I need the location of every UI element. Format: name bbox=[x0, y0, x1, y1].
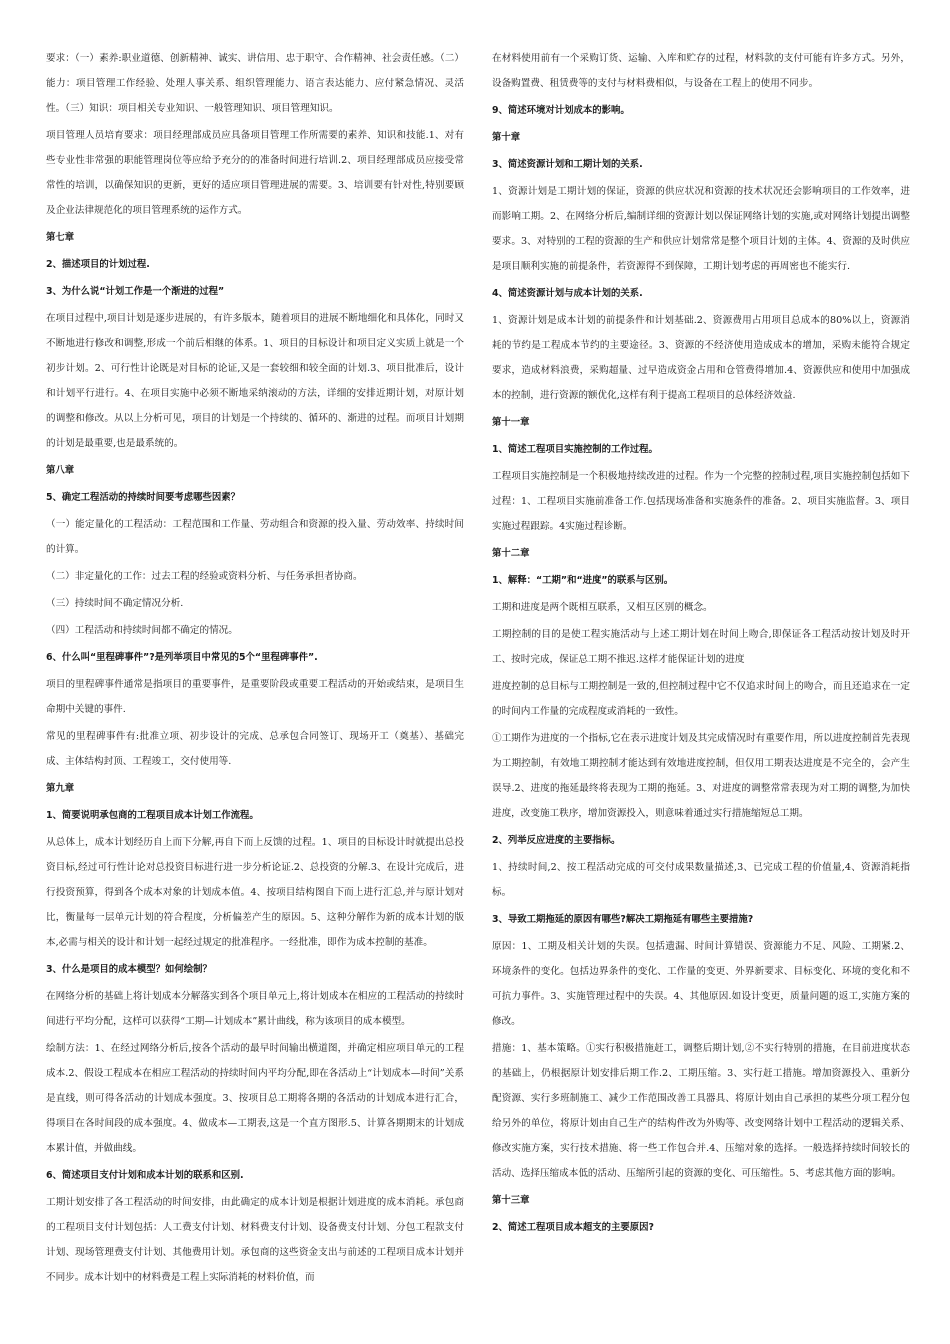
paragraph: 项目的里程碑事件通常是指项目的重要事件，是重要阶段或重要工程活动的开始或结束，是项目生命期中关键的事件. bbox=[46, 679, 464, 715]
section-heading: 第七章 bbox=[46, 232, 75, 243]
section-heading: 6、简述项目支付计划和成本计划的联系和区别. bbox=[46, 1170, 244, 1181]
section-heading: 第九章 bbox=[46, 783, 75, 794]
section-heading: 2、简述工程项目成本超支的主要原因? bbox=[492, 1222, 654, 1233]
paragraph: ①工期作为进度的一个指标,它在表示进度计划及其完成情况时有重要作用，所以进度控制首先表现为工期控制，有效地工期控制才能达到有效地进度控制，但仅用工期表达进度是不完全的，会产生误导.2、进度的拖延最终将表现为工期的拖延。3、对进度的调整常常表现为对工期的调整,为加快进度，改变施工秩序，增加资源投入，则意味着通过实行措施缩短总工期。 bbox=[492, 733, 910, 819]
paragraph: 1、资源计划是工期计划的保证，资源的供应状况和资源的技术状况还会影响项目的工作效率，进而影响工期。2、在网络分析后,编制详细的资源计划以保证网络计划的实施,或对网络计划提出调整要求。3、对特别的工程的资源的生产和供应计划常常是整个项目计划的主体。4、资源的及时供应是项目顺利实施的前提条件，若资源得不到保障，工期计划考虑的再周密也不能实行. bbox=[492, 186, 910, 272]
paragraph: 工程项目实施控制是一个积极地持续改进的过程。作为一个完整的控制过程,项目实施控制包括如下过程：1、工程项目实施前准备工作.包括现场准备和实施条件的准备。2、项目实施监督。3、项目实施过程跟踪。4实施过程诊断。 bbox=[492, 471, 910, 532]
section-heading: 3、什么是项目的成本模型？如何绘制？ bbox=[46, 964, 212, 975]
section-heading: 9、简述环境对计划成本的影响。 bbox=[492, 105, 630, 116]
paragraph: 常见的里程碑事件有:批准立项、初步设计的完成、总承包合同签订、现场开工（奠基）、基础完成、主体结构封顶、工程竣工，交付使用等. bbox=[46, 731, 464, 767]
paragraph: 1、资源计划是成本计划的前提条件和计划基础.2、资源费用占用项目总成本的80%以上，资源消耗的节约是工程成本节约的主要途径。3、资源的不经济使用造成成本的增加，采购未能符合规定要求，造成材料浪费，采购超量、过早造成资金占用和仓管费得增加.4、资源供应和使用中加强成本的控制，进行资源的额优化,这样有利于提高工程项目的总体经济效益. bbox=[492, 315, 910, 401]
left-column bbox=[46, 46, 464, 1292]
section-heading: 1、解释：“工期”和“进度”的联系与区别。 bbox=[492, 575, 674, 586]
paragraph: （一）能定量化的工程活动：工程范围和工作量、劳动组合和资源的投入量、劳动效率、持续时间的计算。 bbox=[46, 519, 464, 555]
section-heading: 第十一章 bbox=[492, 417, 530, 428]
section-heading: 6、什么叫“里程碑事件”?是列举项目中常见的5个“里程碑事件”. bbox=[46, 652, 318, 663]
section-heading: 第八章 bbox=[46, 465, 75, 476]
section-heading: 3、导致工期拖延的原因有哪些?解决工期拖延有哪些主要措施? bbox=[492, 914, 754, 925]
section-heading: 第十三章 bbox=[492, 1195, 530, 1206]
paragraph: 绘制方法：1、在经过网络分析后,按各个活动的最早时间输出横道图，并确定相应项目单元的工程成本.2、假设工程成本在相应工程活动的持续时间内平均分配,即在各活动上“计划成本—时间”关系是直线，则可得各活动的计划成本强度。3、按项目总工期将各期的各活动的计划成本进行汇合，得项目在各时间段的成本强度。4、做成本—工期表,这是一个直方图形.5、计算各期期末的计划成本累计值，并做曲线。 bbox=[46, 1043, 464, 1154]
section-heading: 2、描述项目的计划过程. bbox=[46, 259, 150, 270]
paragraph: 措施：1、基本策略。①实行积极措施赶工，调整后期计划,②不实行特别的措施，在目前进度状态的基础上，仍根据原计划安排后期工作.2、工期压缩。3、实行赶工措施。增加资源投入、重新分配资源、实行多班制施工、减少工作范围改善工具器具、将原计划由自己承担的某些分项工程分包给另外的单位，将原计划由自己生产的结构件改为外购等、改变网络计划中工程活动的逻辑关系、修改实施方案，实行技术措施、将一些工作包合并.4、压缩对象的选择。一般选择持续时间较长的活动、选择压缩成本低的活动、压缩所引起的资源的变化、可压缩性。5、考虑其他方面的影响。 bbox=[492, 1043, 910, 1179]
paragraph: 工期和进度是两个既相互联系，又相互区别的概念。 bbox=[492, 602, 713, 613]
paragraph: （二）非定量化的工作：过去工程的经验或资料分析、与任务承担者协商。 bbox=[46, 571, 363, 582]
paragraph: 工期控制的目的是使工程实施活动与上述工期计划在时间上吻合,即保证各工程活动按计划及时开工、按时完成，保证总工期不推迟.这样才能保证计划的进度 bbox=[492, 629, 910, 665]
section-heading: 第十章 bbox=[492, 132, 521, 143]
paragraph: 原因：1、工期及相关计划的失误。包括遗漏、时间计算错误、资源能力不足、风险、工期紧.2、环境条件的变化。包括边界条件的变化、工作量的变更、外界新要求、目标变化、环境的变化和不可抗力事件。3、实施管理过程中的失误。4、其他原因.如设计变更，质量问题的返工,实施方案的修改。 bbox=[492, 941, 910, 1027]
section-heading: 2、列举反应进度的主要指标。 bbox=[492, 835, 621, 846]
paragraph: 在项目过程中,项目计划是逐步进展的，有许多版本，随着项目的进展不断地细化和具体化，同时又不断地进行修改和调整,形成一个前后相继的体系。1、项目的目标设计和项目定义实质上就是一个初步计划。2、可行性计论既是对目标的论证,又是一套较细和较全面的计划.3、项目批准后，设计和计划平行进行。4、在项目实施中必须不断地采纳滚动的方法，详细的安排近期计划，对原计划的调整和修改。从以上分析可见，项目的计划是一个持续的、循环的、渐进的过程。而项目计划期的计划是最重要,也是最系统的。 bbox=[46, 313, 464, 449]
paragraph: 工期计划安排了各工程活动的时间安排，由此确定的成本计划是根据计划进度的成本消耗。承包商的工程项目支付计划包括：人工费支付计划、材料费支付计划、设备费支付计划、分包工程款支付计划、现场管理费支付计划、其他费用计划。承包商的这些资金支出与前述的工程项目成本计划并不同步。成本计划中的材料费是工程上实际消耗的材料价值，而 bbox=[46, 1197, 464, 1283]
paragraph: 在网络分析的基础上将计划成本分解落实到各个项目单元上,将计划成本在相应的工程活动的持续时间进行平均分配，这样可以获得“工期—计划成本”累计曲线，称为该项目的成本模型。 bbox=[46, 991, 464, 1027]
paragraph: 要求：（一）素养:职业道德、创新精神、诚实、讲信用、忠于职守、合作精神、社会责任感。（二）能力：项目管理工作经验、处理人事关系、组织管理能力、语言表达能力、应付紧急情况、灵活性。（三）知识：项目相关专业知识、一般管理知识、项目管理知识。 bbox=[46, 53, 464, 114]
section-heading: 3、为什么说“计划工作是一个渐进的过程” bbox=[46, 286, 225, 297]
section-heading: 第十二章 bbox=[492, 548, 530, 559]
right-column bbox=[492, 46, 910, 1242]
paragraph: 在材料使用前有一个采购订货、运输、入库和贮存的过程，材料款的支付可能有许多方式。另外，设备购置费、租赁费等的支付与材料费相似，与设备在工程上的使用不同步。 bbox=[492, 53, 910, 89]
paragraph: 从总体上，成本计划经历自上而下分解,再自下而上反馈的过程。1、项目的目标设计时就提出总投资目标,经过可行性计论对总投资目标进行进一步分析论证.2、总投资的分解.3、在设计完成后，进行投资预算，得到各个成本对象的计划成本值。4、按项目结构图自下而上进行汇总,并与原计划对比，衡量每一层单元计划的符合程度，分析偏差产生的原因。5、这种分解作为新的成本计划的版本,必需与相关的设计和计划一起经过规定的批准程序。一经批准，即作为成本控制的基准。 bbox=[46, 837, 464, 948]
section-heading: 1、简要说明承包商的工程项目成本计划工作流程。 bbox=[46, 810, 259, 821]
section-heading: 4、简述资源计划与成本计划的关系. bbox=[492, 288, 643, 299]
section-heading: 1、简述工程项目实施控制的工作过程。 bbox=[492, 444, 658, 455]
section-heading: 3、简述资源计划和工期计划的关系. bbox=[492, 159, 643, 170]
section-heading: 5、确定工程活动的持续时间要考虑哪些因素？ bbox=[46, 492, 241, 503]
paragraph: （四）工程活动和持续时间都不确定的情况。 bbox=[46, 625, 238, 636]
paragraph: （三）持续时间不确定情况分析. bbox=[46, 598, 184, 609]
paragraph: 项目管理人员培育要求：项目经理部成员应具备项目管理工作所需要的素养、知识和技能.1、对有些专业性非常强的职能管理岗位等应给予充分的的准备时间进行培训.2、项目经理部成员应接受常常性的培训，以确保知识的更新，更好的适应项目管理进展的需要。3、培训要有针对性,特别要顾及企业法律规范化的项目管理系统的运作方式。 bbox=[46, 130, 464, 216]
paragraph: 1、持续时间,2、按工程活动完成的可交付成果数量描述,3、已完成工程的价值量,4、资源消耗指标。 bbox=[492, 862, 910, 898]
paragraph: 进度控制的总目标与工期控制是一致的,但控制过程中它不仅追求时间上的吻合，而且还追求在一定的时间内工作量的完成程度或消耗的一致性。 bbox=[492, 681, 910, 717]
